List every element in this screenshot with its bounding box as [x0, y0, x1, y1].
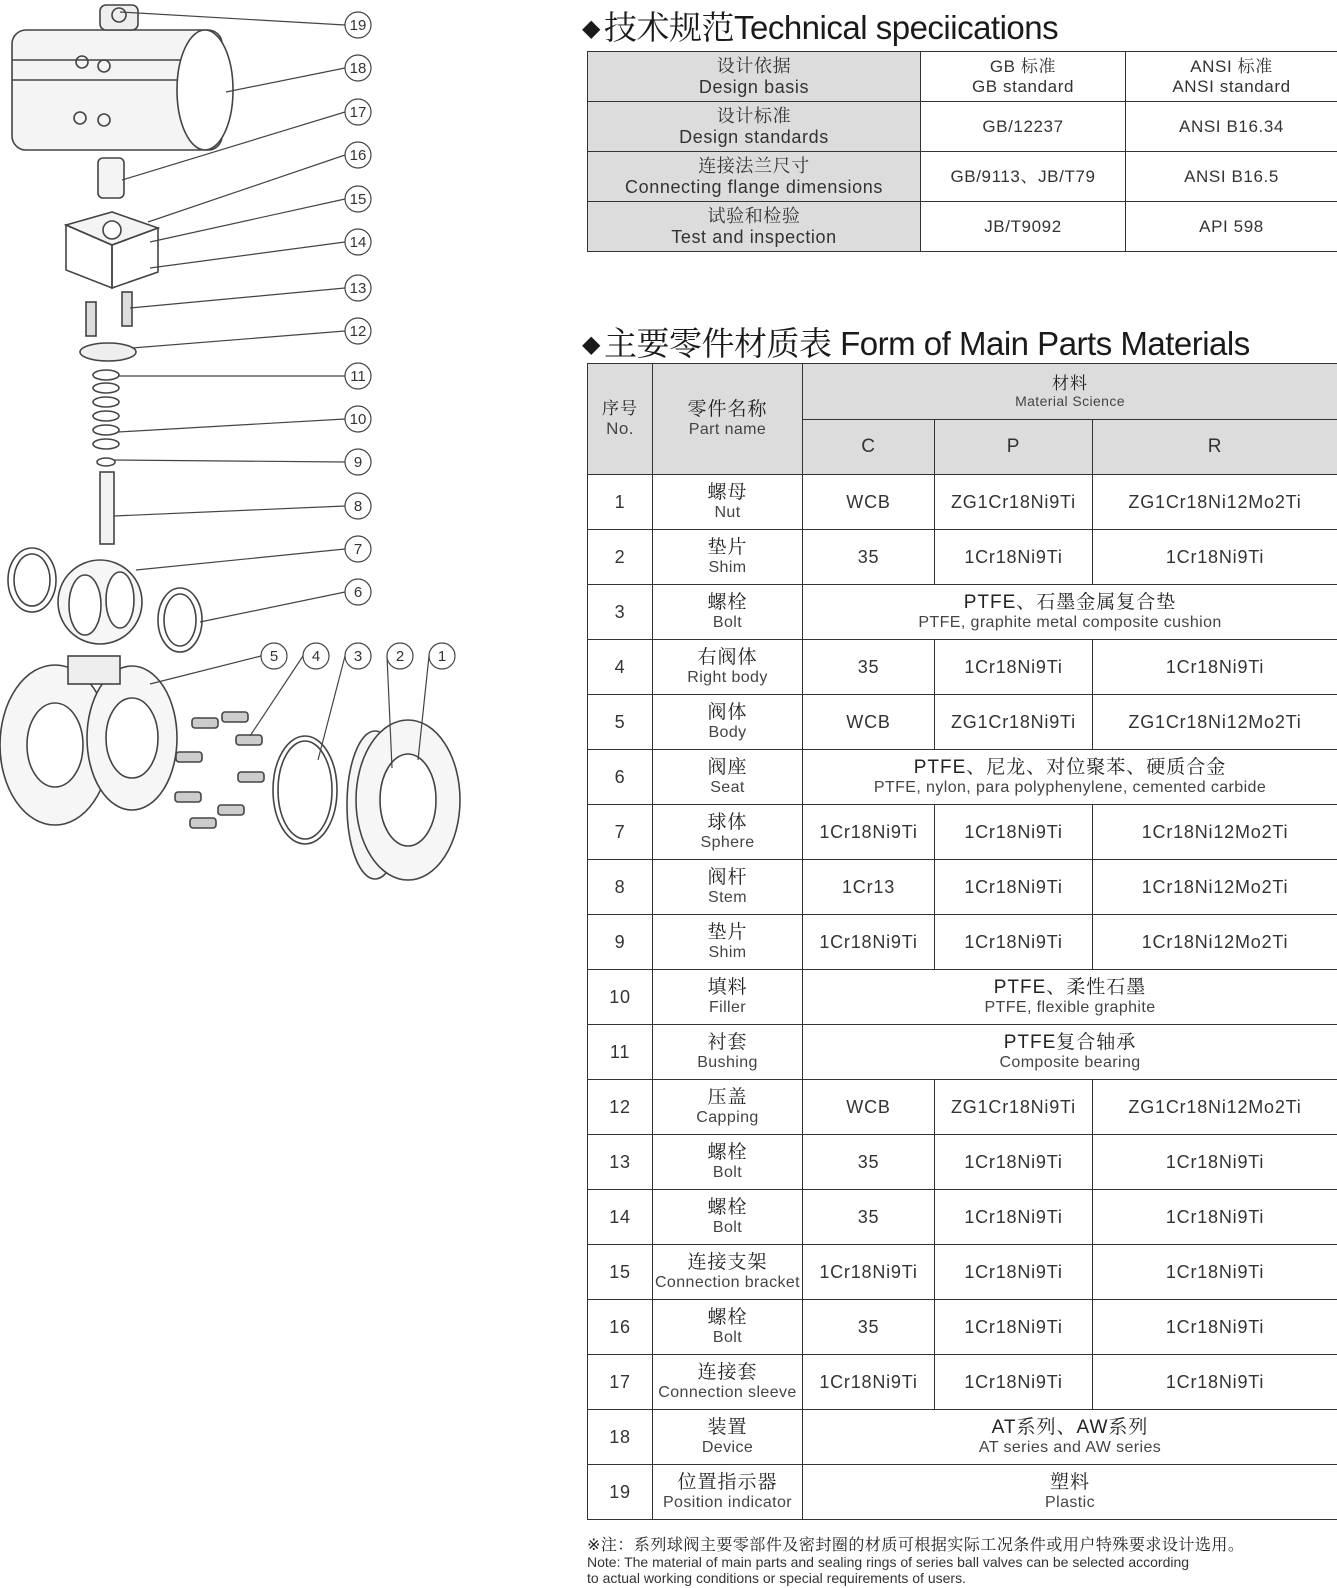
row-number: 6 [588, 750, 653, 805]
material-p: 1Cr18Ni9Ti [935, 640, 1093, 695]
callout-number: 3 [353, 648, 363, 665]
row-number: 15 [588, 1245, 653, 1300]
material-r: ZG1Cr18Ni12Mo2Ti [1093, 475, 1337, 530]
leader-line [120, 12, 345, 25]
table-row [588, 915, 1337, 970]
part-name: 垫片 Shim [653, 915, 803, 970]
valve-body [0, 656, 177, 825]
tech-spec-title: ◆ 技术规范Technical speciications [582, 9, 1059, 46]
table-row [588, 805, 1337, 860]
row-number: 2 [588, 530, 653, 585]
callout-number: 7 [353, 541, 363, 558]
material-c: 35 [803, 530, 935, 585]
part-name: 螺栓 Bolt [653, 585, 803, 640]
callout-number: 10 [349, 411, 367, 428]
material-p: 1Cr18Ni9Ti [935, 805, 1093, 860]
table-row [588, 1355, 1337, 1410]
material-c: 35 [803, 1135, 935, 1190]
leader-line [132, 331, 345, 348]
part-name: 阀座 Seat [653, 750, 803, 805]
leader-line [200, 592, 345, 622]
leader-line [114, 460, 345, 462]
callout-number: 1 [437, 648, 447, 665]
material-r: 1Cr18Ni12Mo2Ti [1093, 915, 1337, 970]
row-number: 10 [588, 970, 653, 1025]
callout-number: 19 [349, 17, 367, 34]
exploded-valve-drawing [0, 0, 560, 900]
part-name: 螺栓 Bolt [653, 1190, 803, 1245]
material-p: 1Cr18Ni9Ti [935, 860, 1093, 915]
callout-number: 12 [349, 323, 367, 340]
material-p: ZG1Cr18Ni9Ti [935, 695, 1093, 750]
diamond-icon: ◆ [582, 331, 600, 358]
material-r: 1Cr18Ni12Mo2Ti [1093, 805, 1337, 860]
part-name: 装置 Device [653, 1410, 803, 1465]
leader-line [130, 288, 345, 308]
table-row: 连接法兰尺寸 Connecting flange dimensions GB/9113、JB/T79 ANSI B16.5 [588, 152, 1337, 202]
material-r: 1Cr18Ni9Ti [1093, 1135, 1337, 1190]
part-name: 阀体 Body [653, 695, 803, 750]
stem [100, 472, 114, 544]
material-r: ZG1Cr18Ni12Mo2Ti [1093, 695, 1337, 750]
right-body [347, 720, 460, 880]
materials-table [587, 363, 1337, 1520]
material-p: 1Cr18Ni9Ti [935, 915, 1093, 970]
part-name: 连接支架 Connection bracket [653, 1245, 803, 1300]
table-row [588, 1410, 1337, 1465]
part-name: 螺母 Nut [653, 475, 803, 530]
connection-sleeve [98, 158, 124, 198]
seat-left [8, 548, 56, 612]
callout-number: 17 [349, 104, 367, 121]
table-row [588, 585, 1337, 640]
material-r: 1Cr18Ni12Mo2Ti [1093, 860, 1337, 915]
gasket [273, 736, 337, 844]
row-number: 14 [588, 1190, 653, 1245]
table-row: 试验和检验 Test and inspection JB/T9092 API 598 [588, 202, 1337, 252]
row-number: 16 [588, 1300, 653, 1355]
material-p: 1Cr18Ni9Ti [935, 1135, 1093, 1190]
part-name: 填料 Filler [653, 970, 803, 1025]
connection-bracket [66, 212, 158, 288]
material-p: ZG1Cr18Ni9Ti [935, 1080, 1093, 1135]
material-r: 1Cr18Ni9Ti [1093, 1190, 1337, 1245]
part-name: 衬套 Bushing [653, 1025, 803, 1080]
material-p: 1Cr18Ni9Ti [935, 1355, 1093, 1410]
material-r: 1Cr18Ni9Ti [1093, 530, 1337, 585]
material-r: 1Cr18Ni9Ti [1093, 1355, 1337, 1410]
callout-number: 8 [353, 498, 363, 515]
parts-title: ◆ 主要零件材质表 Form of Main Parts Materials [582, 325, 1250, 362]
table-row [588, 640, 1337, 695]
material-p: 1Cr18Ni9Ti [935, 1245, 1093, 1300]
row-number: 19 [588, 1465, 653, 1520]
callout-number: 6 [353, 584, 363, 601]
actuator [12, 5, 233, 150]
material-c: 35 [803, 1190, 935, 1245]
table-row [588, 1245, 1337, 1300]
table-row [588, 695, 1337, 750]
bolt-small [86, 302, 96, 336]
material-p: 1Cr18Ni9Ti [935, 1190, 1093, 1245]
material-span: PTFE、石墨金属复合垫 PTFE, graphite metal composite cushion [803, 585, 1337, 640]
gland [80, 343, 136, 361]
table-row [588, 1190, 1337, 1245]
material-c: 35 [803, 640, 935, 695]
callout-number: 14 [349, 234, 367, 251]
material-c: WCB [803, 1080, 935, 1135]
material-c: 1Cr18Ni9Ti [803, 1245, 935, 1300]
leader-line [136, 549, 345, 570]
leader-line [226, 68, 345, 92]
tech-spec-table [587, 51, 1337, 252]
material-r: 1Cr18Ni9Ti [1093, 1300, 1337, 1355]
table-row [588, 1135, 1337, 1190]
table-row [588, 970, 1337, 1025]
row-number: 5 [588, 695, 653, 750]
material-span: AT系列、AW系列 AT series and AW series [803, 1410, 1337, 1465]
material-c: 1Cr18Ni9Ti [803, 805, 935, 860]
callout-number: 5 [269, 648, 279, 665]
row-number: 12 [588, 1080, 653, 1135]
material-c: WCB [803, 475, 935, 530]
part-name: 球体 Sphere [653, 805, 803, 860]
table-row [588, 860, 1337, 915]
callout-number: 9 [353, 454, 363, 471]
table-row [588, 530, 1337, 585]
table-row [588, 475, 1337, 530]
packing-rings [93, 370, 119, 466]
row-number: 8 [588, 860, 653, 915]
leader-line [150, 242, 345, 268]
leader-line [148, 155, 345, 222]
leader-line [114, 506, 345, 516]
callout-number: 13 [349, 280, 367, 297]
material-p: 1Cr18Ni9Ti [935, 530, 1093, 585]
leader-line [150, 656, 261, 684]
row-number: 3 [588, 585, 653, 640]
table-row [588, 1465, 1337, 1520]
callout-number: 4 [311, 648, 321, 665]
part-name: 阀杆 Stem [653, 860, 803, 915]
material-p: 1Cr18Ni9Ti [935, 1300, 1093, 1355]
part-name: 位置指示器 Position indicator [653, 1465, 803, 1520]
material-r: 1Cr18Ni9Ti [1093, 640, 1337, 695]
material-c: 1Cr18Ni9Ti [803, 915, 935, 970]
material-c: 1Cr18Ni9Ti [803, 1355, 935, 1410]
leader-line [318, 656, 345, 760]
row-number: 1 [588, 475, 653, 530]
part-name: 垫片 Shim [653, 530, 803, 585]
row-number: 4 [588, 640, 653, 695]
material-r: 1Cr18Ni9Ti [1093, 1245, 1337, 1300]
diamond-icon: ◆ [582, 15, 600, 42]
table-row [588, 1025, 1337, 1080]
material-span: PTFE、尼龙、对位聚苯、硬质合金 PTFE, nylon, para polyphenylene, cemented carbide [803, 750, 1337, 805]
table-row [588, 1080, 1337, 1135]
material-c: WCB [803, 695, 935, 750]
bolt-small [122, 292, 132, 326]
material-r: ZG1Cr18Ni12Mo2Ti [1093, 1080, 1337, 1135]
part-name: 连接套 Connection sleeve [653, 1355, 803, 1410]
material-c: 1Cr13 [803, 860, 935, 915]
table-row [588, 750, 1337, 805]
callout-number: 11 [350, 368, 366, 385]
leader-line [150, 199, 345, 242]
leader-line [118, 419, 345, 432]
footnote: ※注：系列球阀主要零部件及密封圈的材质可根据实际工况条件或用户特殊要求设计选用。 Note: The material of main parts and sealing rings of series ball valves can be selected according to actual working conditions or special requirements of users. [587, 1537, 1245, 1586]
material-c: 35 [803, 1300, 935, 1355]
callout-number: 16 [349, 147, 367, 164]
material-span: PTFE复合轴承 Composite bearing [803, 1025, 1337, 1080]
material-span: 塑料 Plastic [803, 1465, 1337, 1520]
callout-number: 2 [395, 648, 405, 665]
part-name: 螺栓 Bolt [653, 1300, 803, 1355]
row-number: 13 [588, 1135, 653, 1190]
row-number: 7 [588, 805, 653, 860]
row-number: 18 [588, 1410, 653, 1465]
callout-number: 18 [349, 60, 367, 77]
part-name: 压盖 Capping [653, 1080, 803, 1135]
material-p: ZG1Cr18Ni9Ti [935, 475, 1093, 530]
callout-number: 15 [349, 191, 367, 208]
table-row: 设计依据 Design basis GB 标准 GB standard ANSI 标准 ANSI standard [588, 52, 1337, 102]
studs [175, 712, 264, 828]
row-number: 9 [588, 915, 653, 970]
part-name: 螺栓 Bolt [653, 1135, 803, 1190]
table-row: 设计标准 Design standards GB/12237 ANSI B16.34 [588, 102, 1337, 152]
row-number: 11 [588, 1025, 653, 1080]
header-row: 序号 No. 零件名称 Part name 材料 Material Science [588, 364, 1337, 420]
row-number: 17 [588, 1355, 653, 1410]
part-name: 右阀体 Right body [653, 640, 803, 695]
header-row: C P R [588, 420, 1337, 475]
material-span: PTFE、柔性石墨 PTFE, flexible graphite [803, 970, 1337, 1025]
table-row [588, 1300, 1337, 1355]
